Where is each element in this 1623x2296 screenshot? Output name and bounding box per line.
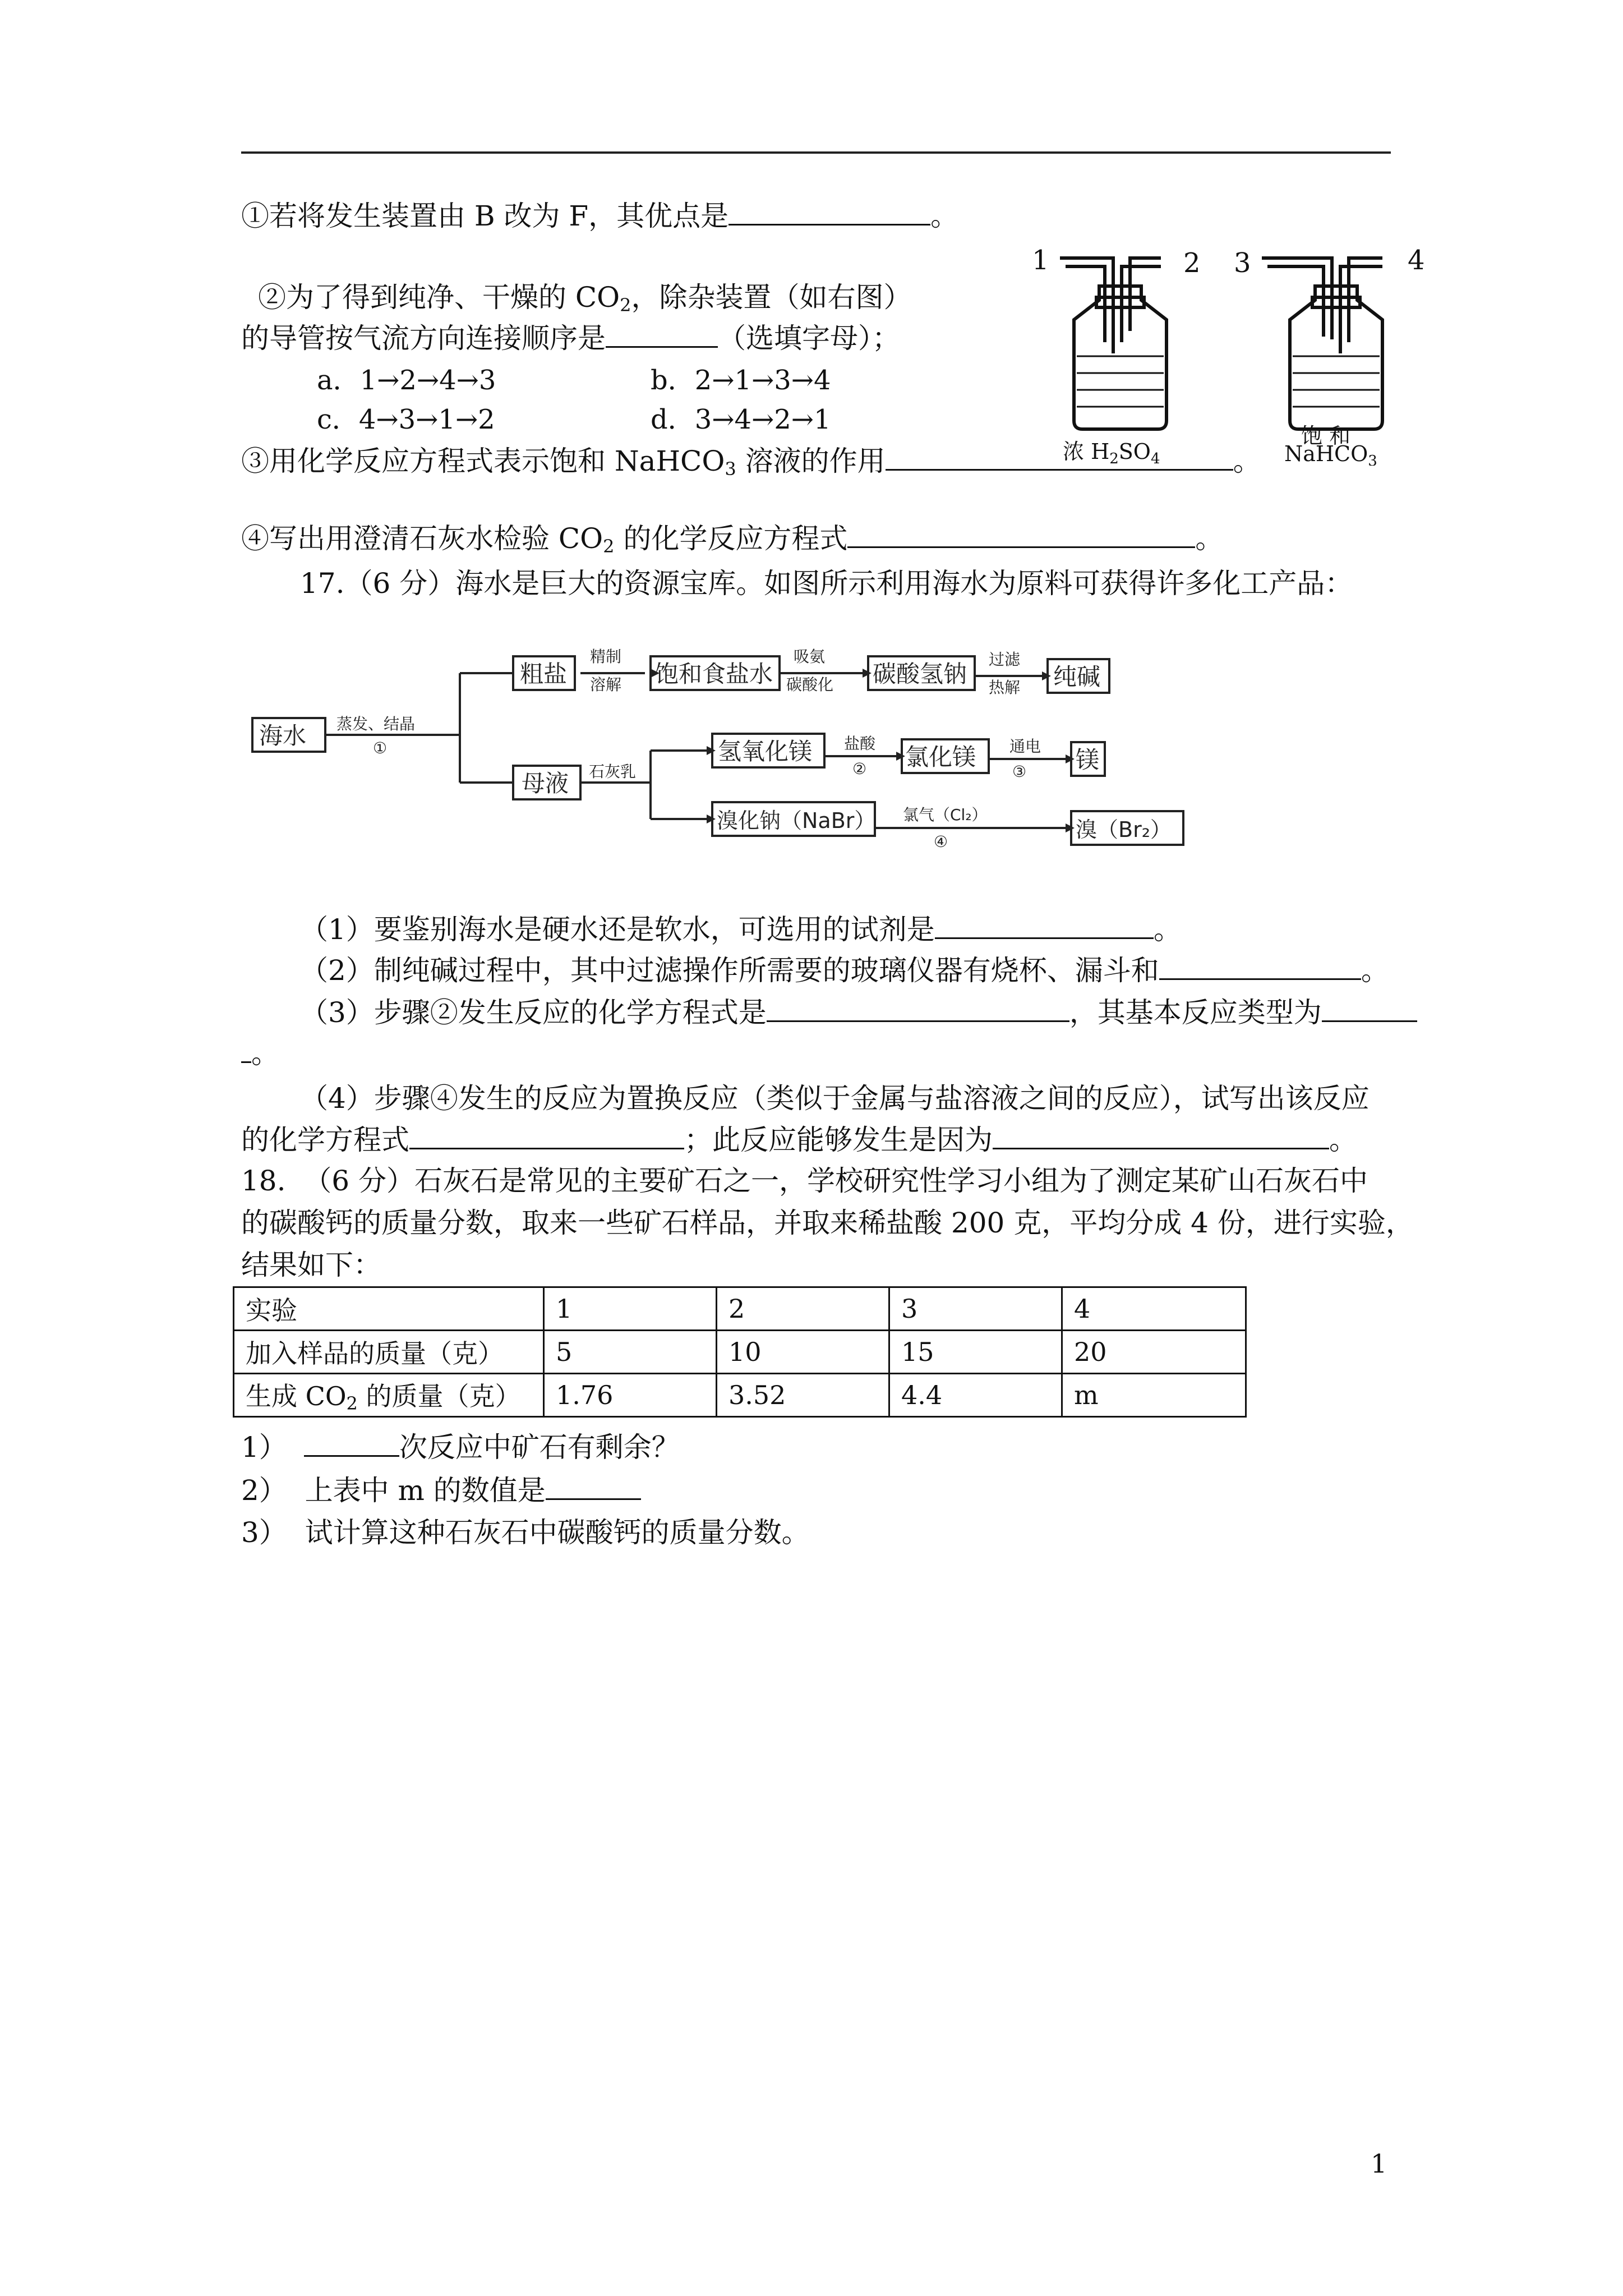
q17-part-2: （2）制纯碱过程中，其中过滤操作所需要的玻璃仪器有烧杯、漏斗和 。 — [300, 954, 1389, 987]
q16-line-1: ①若将发生装置由 B 改为 F，其优点是 。 — [241, 200, 959, 232]
absorb-bottom-label: 碳酸化 — [786, 675, 834, 694]
option-b: b．2→1→3→4 — [651, 365, 831, 396]
port-4-label: 4 — [1408, 245, 1425, 276]
table-cell: 加入样品的质量（克） — [234, 1331, 544, 1374]
table-cell: 4 — [1062, 1287, 1246, 1331]
step1-top-label: 蒸发、结晶 — [336, 715, 416, 733]
q16-line-3: 的导管按气流方向连接顺序是 （选填字母）； — [241, 322, 900, 355]
option-c: c．4→3→1→2 — [317, 404, 495, 435]
q17-part-4a: （4）步骤④发生的反应为置换反应（类似于金属与盐溶液之间的反应），试写出该反应 — [300, 1082, 1370, 1115]
table-cell: 15 — [889, 1331, 1062, 1374]
cl2-top-label: 氯气（Cl₂） — [903, 806, 988, 824]
table-cell: 2 — [717, 1287, 889, 1331]
q17-part-3-end: 。 — [241, 1037, 279, 1070]
answer-blank[interactable] — [241, 1037, 251, 1063]
port-2-label: 2 — [1183, 247, 1201, 279]
node-mg: 镁 — [1076, 746, 1100, 774]
table-cell: 20 — [1062, 1331, 1246, 1374]
answer-blank[interactable] — [1322, 996, 1417, 1022]
table-cell: 生成 $CO_2$ 的质量（克） — [234, 1374, 544, 1417]
answer-blank[interactable] — [606, 321, 718, 348]
q16-line-4: ③用化学反应方程式表示饱和 NaHCO$_3$ 溶液的作用 。 — [241, 445, 1261, 480]
absorb-top-label: 吸氨 — [794, 647, 826, 666]
node-soda: 纯碱 — [1053, 663, 1101, 691]
saturated-label: 饱 和 — [1301, 424, 1351, 448]
table-row — [234, 1374, 1246, 1417]
elec-bottom-label: ③ — [1012, 762, 1027, 781]
answer-blank[interactable] — [935, 913, 1154, 939]
table-cell: 3 — [889, 1287, 1062, 1331]
node-crude-salt: 粗盐 — [520, 660, 568, 688]
q16-line-2: ②为了得到纯净、干燥的 $CO_2$，除杂装置（如右图） — [258, 281, 912, 316]
table-cell: m — [1062, 1374, 1246, 1417]
elec-top-label: 通电 — [1009, 737, 1041, 756]
q17-intro: 17.（6 分）海水是巨大的资源宝库。如图所示利用海水为原料可获得许多化工产品： — [300, 567, 1353, 600]
node-brine: 饱和食盐水 — [655, 660, 773, 688]
experiment-table — [233, 1286, 1247, 1418]
page-number: 1 — [1371, 2148, 1387, 2179]
q17-part-1: （1）要鉴别海水是硬水还是软水，可选用的试剂是 。 — [300, 913, 1182, 946]
node-br2: 溴（Br₂） — [1076, 817, 1172, 842]
port-3-label: 3 — [1234, 247, 1251, 279]
node-nabr: 溴化钠（NaBr） — [717, 808, 876, 833]
table-cell: 1.76 — [544, 1374, 717, 1417]
hcl-top-label: 盐酸 — [844, 734, 876, 753]
option-d: d．3→4→2→1 — [651, 404, 831, 435]
table-row — [234, 1331, 1246, 1374]
node-mgoh2: 氢氧化镁 — [718, 738, 813, 765]
gas-washing-bottles-figure — [1021, 241, 1447, 466]
q16-line-5: ④写出用澄清石灰水检验 $CO_2$ 的化学反应方程式 。 — [241, 522, 1224, 557]
node-mgcl2: 氯化镁 — [905, 743, 976, 771]
q18-line-1: 18. （6 分）石灰石是常见的主要矿石之一，学校研究性学习小组为了测定某矿山石灰石中 — [241, 1165, 1368, 1197]
filter-top-label: 过滤 — [989, 650, 1021, 669]
q18-sub-3: 3） 试计算这种石灰石中碳酸钙的质量分数。 — [241, 1516, 810, 1549]
port-1-label: 1 — [1032, 245, 1049, 276]
node-mother-liquor: 母液 — [522, 770, 569, 797]
table-cell: 4.4 — [889, 1374, 1062, 1417]
refine-top-label: 精制 — [590, 647, 622, 666]
seawater-flowchart — [247, 639, 1200, 864]
q18-line-3: 结果如下： — [241, 1249, 381, 1281]
answer-blank[interactable] — [728, 199, 930, 226]
refine-bottom-label: 溶解 — [590, 675, 622, 694]
nahco3-label: NaHCO$_3$ — [1284, 441, 1377, 466]
hcl-bottom-label: ② — [852, 760, 867, 778]
node-nahco3: 碳酸氢钠 — [873, 660, 967, 688]
q17-part-3: （3）步骤②发生反应的化学方程式是 ，其基本反应类型为 — [300, 996, 1417, 1029]
option-a: a．1→2→4→3 — [317, 365, 496, 396]
q17-part-4b: 的化学方程式 ；此反应能够发生是因为 。 — [241, 1124, 1357, 1156]
answer-blank[interactable] — [847, 522, 1195, 548]
answer-blank[interactable] — [409, 1123, 684, 1149]
table-cell: 10 — [717, 1331, 889, 1374]
filter-bottom-label: 热解 — [989, 678, 1021, 697]
cl2-bottom-label: ④ — [934, 832, 948, 851]
step1-bottom-label: ① — [373, 739, 388, 757]
answer-blank[interactable] — [546, 1474, 641, 1500]
table-cell: 1 — [544, 1287, 717, 1331]
q18-line-2: 的碳酸钙的质量分数，取来一些矿石样品，并取来稀盐酸 200 克，平均分成 4 份，进行实验， — [241, 1207, 1414, 1239]
q18-sub-1: 1） 次反应中矿石有剩余？ — [241, 1431, 680, 1464]
table-row — [234, 1287, 1246, 1331]
table-cell: 5 — [544, 1331, 717, 1374]
table-cell: 3.52 — [717, 1374, 889, 1417]
answer-blank[interactable] — [993, 1123, 1329, 1149]
lime-label: 石灰乳 — [589, 762, 637, 781]
answer-blank[interactable] — [767, 996, 1069, 1022]
node-seawater: 海水 — [259, 722, 307, 749]
table-cell: 实验 — [234, 1287, 544, 1331]
conc-h2so4-label: 浓 $H_2SO_4$ — [1063, 439, 1160, 466]
q18-sub-2: 2） 上表中 m 的数值是 — [241, 1474, 641, 1507]
header-rule — [241, 151, 1391, 154]
answer-blank[interactable] — [1159, 954, 1361, 980]
answer-blank[interactable] — [304, 1430, 399, 1457]
